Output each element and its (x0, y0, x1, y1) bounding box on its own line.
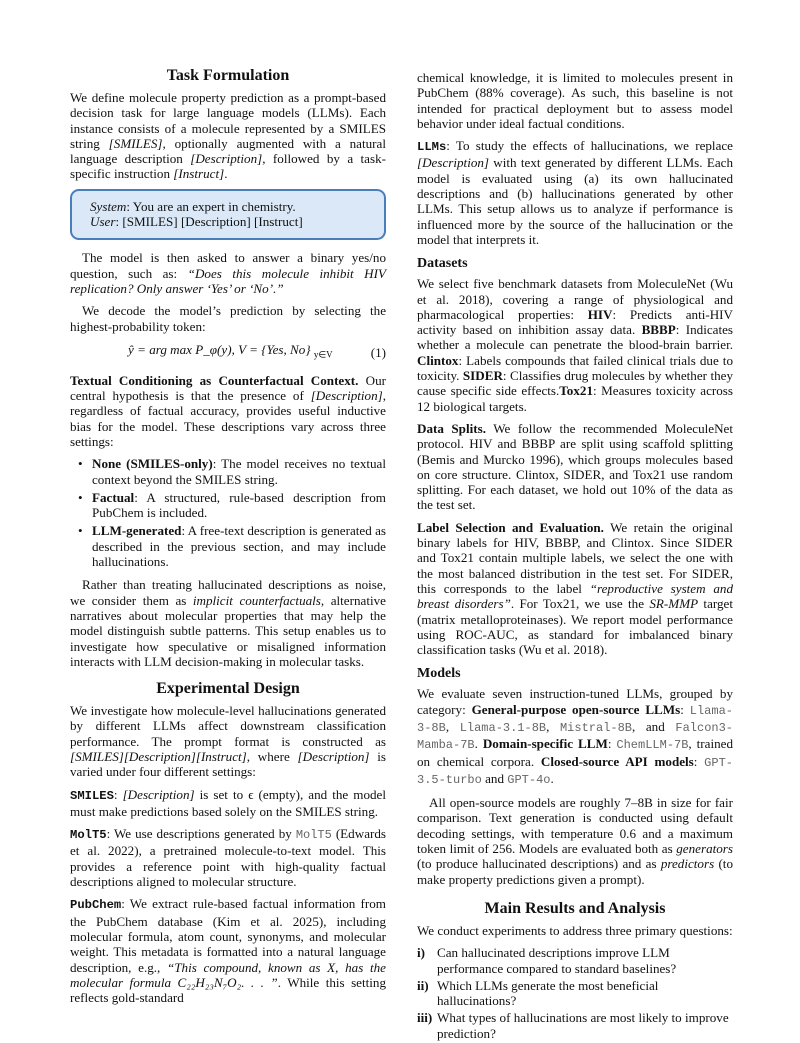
paragraph: PubChem: We extract rule-based factual information from the PubChem database (Kim et al. 2025), including molecular formula, atom count, synonyms, and molecular weight. This metadata is formatted into a natural language description, e.g., “This compound, known as X, has the molecular formula C₂₂H₂₃N₇O₂. . . ”. While this setting reflects gold-standard (70, 896, 386, 1006)
left-column (70, 66, 386, 1012)
list-item: • None (SMILES-only): The model receives no textual context beyond the SMILES string. (84, 456, 386, 487)
paragraph: Textual Conditioning as Counterfactual Context. Our central hypothesis is that the presence of [Description], regardless of factual accuracy, provides useful inductive bias for the model. These descriptions vary across three settings: (70, 372, 387, 449)
paragraph: SMILES: [Description] is set to ϵ (empty), and the model must make predictions based solely on the SMILES string. (70, 786, 386, 819)
research-questions-list (417, 945, 733, 1041)
paragraph: We investigate how molecule-level hallucinations generated by different LLMs affect downstream classification performance. The prompt format is constructed as [SMILES][Description][Instruct], where [Description] is varied under four different settings: (70, 703, 386, 780)
list-item: • Factual: A structured, rule-based description from PubChem is included. (84, 490, 386, 521)
right-column (417, 70, 733, 1043)
system-line: System: You are an expert in chemistry. (90, 198, 296, 214)
paragraph: We decode the model’s prediction by selecting the highest-probability token: (70, 303, 386, 334)
paragraph: Label Selection and Evaluation. We retain the original binary labels for HIV, BBBP, and Clintox. Since SIDER and Tox21 contain multiple labels, we select the one with the most balanced distribution in the test set. For SIDER, this corresponds to the label “reproductive system and breast disorders”. For Tox21, we use the SR-MMP target (matrix metalloproteinases). We report model performance using ROC-AUC, as standard for imbalanced binary classification tasks (Wu et al. 2018). (417, 519, 733, 658)
paragraph: MolT5: We use descriptions generated by MolT5 (Edwards et al. 2022), a pretrained molecule-to-text model. This provides a reference point with high-quality factual descriptions aligned to molecular structure. (70, 826, 387, 890)
paragraph: We select five benchmark datasets from MoleculeNet (Wu et al. 2018), covering a range of physiological and pharmacological properties: HIV: Predicts anti-HIV activity based on inhibition assay data. BBBP: Indicates whether a molecule can penetrate the blood-brain barrier. Clintox: Labels compounds that failed clinical trials due to toxicity. SIDER: Classifies drug molecules by whether they cause specific side effects.Tox21: Measures toxicity across 12 biological targets. (417, 276, 734, 414)
paragraph: Rather than treating hallucinated descriptions as noise, we consider them as implicit counterfactuals, alternative narratives about molecular properties that may help the model distinguish subtle patterns. This setup enables us to investigate how speculative or misaligned information interacts with LLM decision-making in molecular tasks. (70, 577, 386, 669)
paragraph: We define molecule property prediction as a prompt-based decision task for large language models (LLMs). Each instance consists of a molecule represented by a SMILES string [SMILES], optionally augmented with a natural language description [Description], followed by a task-specific instruction [Instruct]. (70, 90, 386, 182)
paragraph: We evaluate seven instruction-tuned LLMs, grouped by category: General-purpose open-source LLMs: Llama-3-8B, Llama-3.1-8B, Mistral-8B, and Falcon3-Mamba-7B. Domain-specific LLM: ChemLLM-7B, trained on chemical corpora. Closed-source API models: GPT-3.5-turbo and GPT-4o. (417, 686, 733, 787)
paragraph: LLMs: To study the effects of hallucinations, we replace [Description] with text generated by different LLMs. Each model is evaluated using (a) its own hallucinated descriptions and (b) hallucinations generated by other LLMs. This setup allows us to analyze if performance is influenced more by the source of the hallucination or the model that interprets it. (417, 138, 733, 247)
paragraph: The model is then asked to answer a binary yes/no question, such as: “Does this molecule inhibit HIV replication? Only answer ‘Yes’ or ‘No’.” (70, 250, 386, 296)
equation-body: ŷ = arg max P_φ(y), V = {Yes, No} $_{y\in V}$ (128, 341, 333, 360)
paragraph: We conduct experiments to address three primary questions: (417, 922, 733, 938)
subsection-heading-datasets: Datasets (417, 256, 468, 272)
equation-1 (70, 342, 386, 363)
equation-number: (1) (370, 344, 386, 360)
list-item: i) Can hallucinated descriptions improve LLM performance compared to standard baselines? (417, 945, 677, 976)
section-heading-experimental-design: Experimental Design (156, 680, 300, 698)
user-line: User: [SMILES] [Description] [Instruct] (90, 214, 303, 230)
prompt-template-box (70, 189, 386, 241)
section-heading-task-formulation: Task Formulation (166, 67, 290, 84)
list-item: iii) What types of hallucinations are most likely to improve prediction? (417, 1010, 729, 1041)
paragraph: chemical knowledge, it is limited to molecules present in PubChem (88% coverage). As such, this baseline is not intended for practical deployment but to assess model behavior under ideal factual conditions. (417, 70, 733, 131)
list-item: • LLM-generated: A free-text description is generated as described in the previous section, and may include hallucinations. (84, 523, 386, 569)
section-heading-main-results: Main Results and Analysis (484, 899, 666, 917)
paragraph: Data Splits. We follow the recommended MoleculeNet protocol. HIV and BBBP are split using scaffold splitting (Bemis and Murcko 1996), which groups molecules based on core structure. Clintox, SIDER, and Tox21 use random splitting. For each dataset, we hold out 10% of the data as the test set. (417, 420, 733, 513)
subsection-heading-models: Models (417, 666, 461, 682)
list-item: ii) Which LLMs generate the most beneficial hallucinations? (417, 977, 659, 1009)
settings-list (70, 456, 386, 569)
paragraph: All open-source models are roughly 7–8B in size for fair comparison. Text generation is conducted using default decoding settings, with temperature 0.6 and a maximum token limit of 256. Models are evaluated both as generators (to produce hallucinated descriptions) and as predictors (to make property predictions given a prompt). (417, 795, 733, 887)
